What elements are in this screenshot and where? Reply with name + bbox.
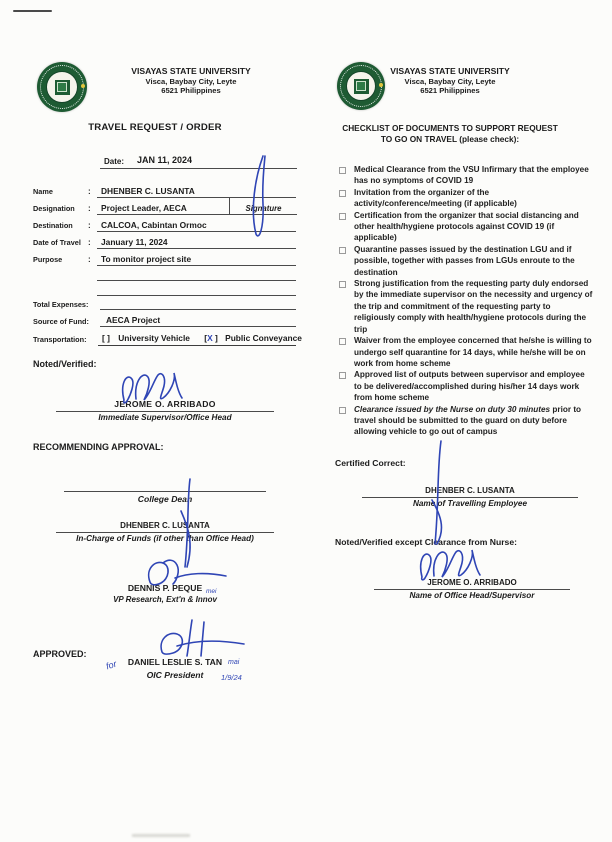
office-head-title: Name of Office Head/Supervisor	[409, 591, 535, 600]
vp-handwritten-note: mei	[206, 588, 217, 595]
form-row-destination: Destination : CALCOA, Cabintan Ormoc	[33, 215, 296, 232]
checklist-item-text: Medical Clearance from the VSU Infirmary that the employee has no symptoms of COVID 19	[354, 165, 589, 186]
field-label: Purpose	[33, 255, 63, 264]
seal-inner	[46, 71, 78, 103]
signature-ink-vp	[140, 556, 232, 590]
for-handwritten-note: for	[104, 658, 118, 672]
checkbox-icon	[339, 167, 346, 174]
blank-line	[97, 272, 296, 281]
form-title: TRAVEL REQUEST / ORDER	[88, 122, 222, 133]
public-conveyance-label: Public Conveyance	[225, 333, 302, 343]
source-of-fund-value: AECA Project	[106, 315, 161, 325]
checklist-item-text: Waiver from the employee concerned that he/she is willing to undergo self quarantine for 14 days, while he/she will be on work from home scheme	[354, 336, 592, 368]
university-seal-icon	[337, 62, 385, 110]
checklist-item-text: Certification from the organizer that social distancing and other health/hygiene protocols against COVID 19 (if applicable)	[354, 210, 579, 243]
seal-core	[354, 79, 369, 94]
university-name: VISAYAS STATE UNIVERSITY	[390, 66, 510, 76]
field-label: Destination	[33, 221, 73, 230]
field-value-purpose: To monitor project site	[97, 254, 296, 267]
travelling-employee-name: DHENBER C. LUSANTA	[425, 486, 515, 495]
seal-core	[55, 80, 70, 95]
checklist-item	[337, 210, 593, 244]
vp-title: VP Research, Ext'n & Innov	[113, 595, 217, 604]
date-value: JAN 11, 2024	[137, 155, 193, 165]
funds-incharge-name: DHENBER C. LUSANTA	[120, 521, 210, 530]
supervisor-name: JEROME O. ARRIBADO	[114, 399, 216, 409]
college-dean-title: College Dean	[137, 494, 193, 504]
checklist-item	[337, 369, 593, 403]
field-value-date-of-travel: January 11, 2024	[97, 237, 296, 250]
university-vehicle-label: University Vehicle	[118, 333, 190, 343]
signature-line	[64, 491, 266, 493]
checkbox-icon	[339, 338, 346, 345]
president-name: DANIEL LESLIE S. TAN	[127, 657, 223, 667]
form-row-designation: Designation : Project Leader, AECA Signature	[33, 198, 296, 215]
approved-heading: APPROVED:	[33, 649, 87, 659]
checklist-item	[337, 335, 593, 369]
signature-ink-office-head-right	[414, 543, 494, 583]
university-address-1: Visca, Baybay City, Leyte	[145, 77, 237, 86]
noted-except-nurse-heading: Noted/Verified except Clearance from Nurse:	[335, 537, 517, 547]
seal-yellow-dot	[81, 84, 85, 88]
university-name: VISAYAS STATE UNIVERSITY	[131, 66, 251, 76]
signature-ink-employee-right	[424, 438, 452, 548]
checkbox-icon	[339, 247, 346, 254]
checklist-item	[337, 187, 593, 210]
checklist-item-text: Approved list of outputs between supervisor and employee to be delivered/accomplished during his/her 14 days work from home scheme	[354, 370, 585, 403]
total-expenses-label: Total Expenses:	[33, 300, 89, 309]
checklist-item-text: Clearance issued by the Nurse on duty 30 minutes prior to travel should be submitted to the guard on duty before allowing vehicle to go out of campus	[354, 404, 582, 437]
field-label: Designation	[33, 204, 75, 213]
checklist-item	[337, 244, 593, 278]
checklist-title-line2: TO GO ON TRAVEL (please check):	[380, 133, 520, 144]
checkbox-x-mark: X	[207, 333, 213, 343]
checklist-item-text: Invitation from the organizer of the activity/conference/meeting (if applicable)	[354, 187, 517, 209]
vp-name: DENNIS P. PEQUE	[127, 583, 203, 593]
field-label: Date of Travel	[33, 238, 81, 247]
field-value-name: DHENBER C. LUSANTA	[97, 186, 296, 199]
scan-artifact-line	[13, 10, 52, 12]
checkbox-icon	[339, 372, 346, 379]
supervisor-title: Immediate Supervisor/Office Head	[98, 413, 232, 422]
date-handwritten-note: 1/9/24	[221, 673, 242, 682]
signature-ink-designation	[246, 152, 276, 244]
blank-line	[97, 287, 296, 296]
form-row-date-of-travel: Date of Travel : January 11, 2024	[33, 232, 296, 249]
university-address-1: Visca, Baybay City, Leyte	[404, 77, 496, 86]
form-row-name: Name : DHENBER C. LUSANTA	[33, 181, 296, 198]
president-title: OIC President	[146, 670, 204, 680]
date-label: Date:	[104, 157, 125, 166]
transportation-line	[98, 330, 296, 346]
public-conveyance-checkbox: [X ]	[204, 333, 218, 343]
seal-inner	[346, 71, 376, 101]
checklist-item	[337, 164, 593, 187]
signature-ink-president	[148, 618, 253, 666]
checkbox-icon	[339, 281, 346, 288]
office-head-name: JEROME O. ARRIBADO	[427, 578, 517, 587]
source-of-fund-label: Source of Fund:	[33, 317, 89, 326]
noted-verified-heading: Noted/Verified:	[33, 359, 97, 369]
checklist-title-line1: CHECKLIST OF DOCUMENTS TO SUPPORT REQUEST	[342, 123, 558, 133]
university-seal-icon	[37, 62, 87, 112]
checkbox-icon	[339, 190, 346, 197]
checkbox-icon	[339, 407, 346, 414]
checklist-item	[337, 404, 593, 438]
signature-cell-label: Signature	[229, 197, 297, 216]
scan-artifact-smudge	[132, 834, 190, 837]
checkbox-icon	[339, 213, 346, 220]
field-label: Name	[33, 187, 53, 196]
initials-handwritten-note: mai	[228, 659, 240, 666]
university-vehicle-checkbox: [ ]	[102, 333, 110, 343]
checklist-item-text: Quarantine passes issued by the destination LGU and if possible, together with passes from LGUs enroute to the destination	[354, 244, 575, 277]
total-expenses-line	[100, 296, 296, 310]
signature-ink-supervisor-left	[116, 368, 196, 406]
funds-incharge-title: In-Charge of Funds (if other than Office Head)	[76, 534, 254, 543]
form-row-purpose: Purpose : To monitor project site	[33, 249, 296, 266]
checklist	[337, 164, 593, 438]
field-value-destination: CALCOA, Cabintan Ormoc	[97, 220, 296, 233]
transportation-label: Transportation:	[33, 335, 87, 344]
recommending-approval-heading: RECOMMENDING APPROVAL:	[33, 442, 164, 452]
university-address-2: 6521 Philippines	[420, 86, 480, 95]
source-of-fund-line	[100, 313, 296, 327]
travelling-employee-title: Name of Travelling Employee	[412, 499, 528, 508]
university-address-2: 6521 Philippines	[161, 86, 221, 95]
field-value-designation: Project Leader, AECA	[97, 203, 229, 216]
checklist-item-text: Strong justification from the requesting party duly endorsed by the immediate supervisor on the necessity and urgency of the trip and commitment of the requesting party to religiously comply with health/hygiene protocols during the trip	[354, 279, 593, 334]
certified-correct-heading: Certified Correct:	[335, 458, 406, 468]
checklist-item	[337, 278, 593, 335]
